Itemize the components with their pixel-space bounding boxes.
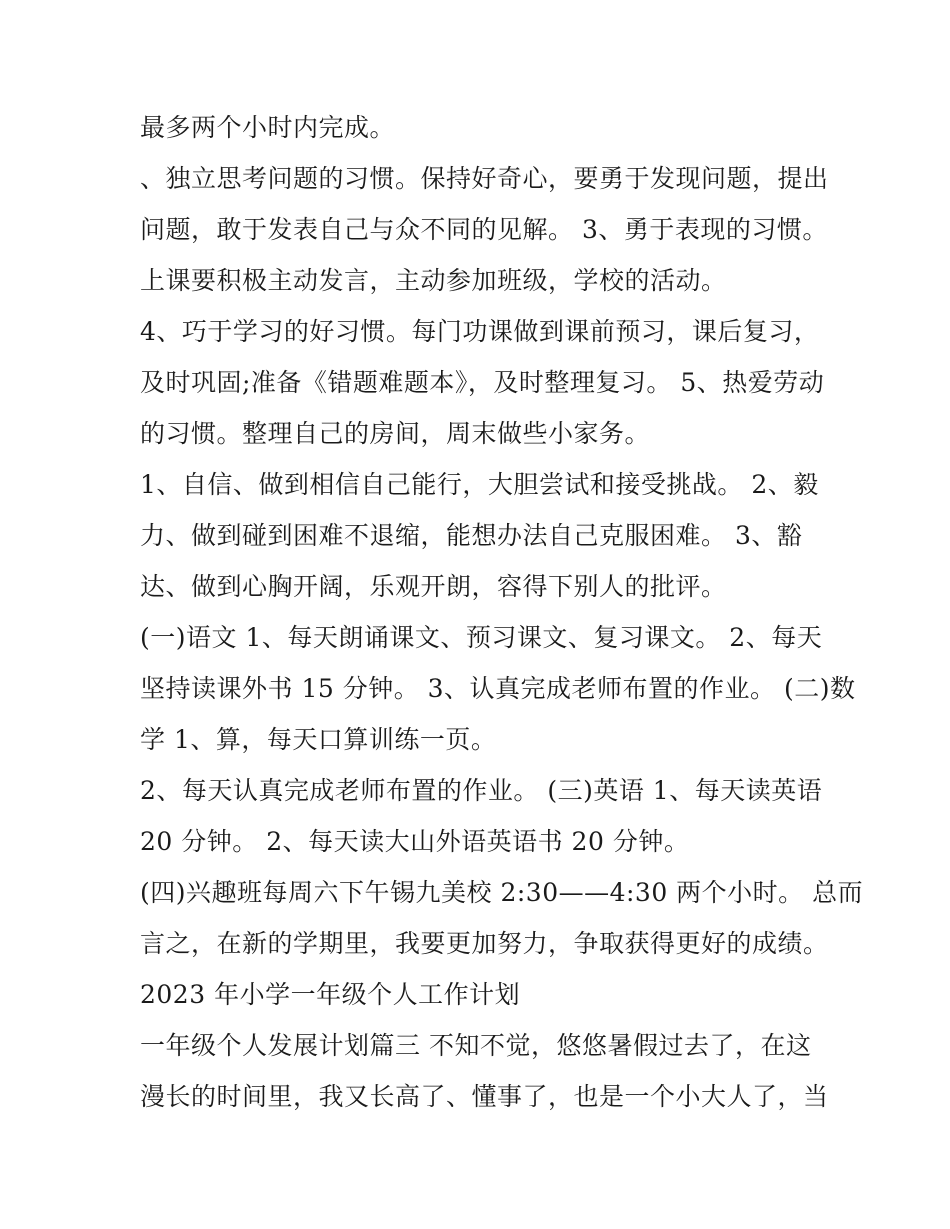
section-title: 2023 年小学一年级个人工作计划	[140, 980, 521, 1009]
text-line: 及时巩固;准备《错题难题本》，及时整理复习。 5、热爱劳动	[140, 368, 825, 397]
text-line: 漫长的时间里，我又长高了、懂事了，也是一个小大人了，当	[140, 1082, 829, 1111]
text-line: 最多两个小时内完成。	[140, 113, 396, 142]
text-line: 20 分钟。 2、每天读大山外语英语书 20 分钟。	[140, 827, 690, 856]
text-line: 的习惯。整理自己的房间，周末做些小家务。	[140, 419, 651, 448]
text-line: 问题，敢于发表自己与众不同的见解。 3、勇于表现的习惯。	[140, 215, 828, 244]
text-line: 坚持读课外书 15 分钟。 3、认真完成老师布置的作业。 (二)数	[140, 674, 856, 703]
text-line: 4、巧于学习的好习惯。每门功课做到课前预习，课后复习，	[140, 317, 820, 346]
text-line: 、独立思考问题的习惯。保持好奇心，要勇于发现问题，提出	[140, 164, 829, 193]
text-line: 学 1、算，每天口算训练一页。	[140, 725, 497, 754]
text-line: (一)语文 1、每天朗诵课文、预习课文、复习课文。 2、每天	[140, 623, 823, 652]
text-line: 上课要积极主动发言，主动参加班级，学校的活动。	[140, 266, 727, 295]
text-line: 2、每天认真完成老师布置的作业。 (三)英语 1、每天读英语	[140, 776, 823, 805]
text-line: 1、自信、做到相信自己能行，大胆尝试和接受挑战。 2、毅	[140, 470, 819, 499]
text-line: 达、做到心胸开阔，乐观开朗，容得下别人的批评。	[140, 572, 727, 601]
text-line: 言之，在新的学期里，我要更加努力，争取获得更好的成绩。	[140, 929, 829, 958]
text-line: 力、做到碰到困难不退缩，能想办法自己克服困难。 3、豁	[140, 521, 803, 550]
text-line: (四)兴趣班每周六下午锡九美校 2:30——4:30 两个小时。 总而	[140, 878, 864, 907]
text-line: 一年级个人发展计划篇三 不知不觉，悠悠暑假过去了，在这	[140, 1031, 812, 1060]
